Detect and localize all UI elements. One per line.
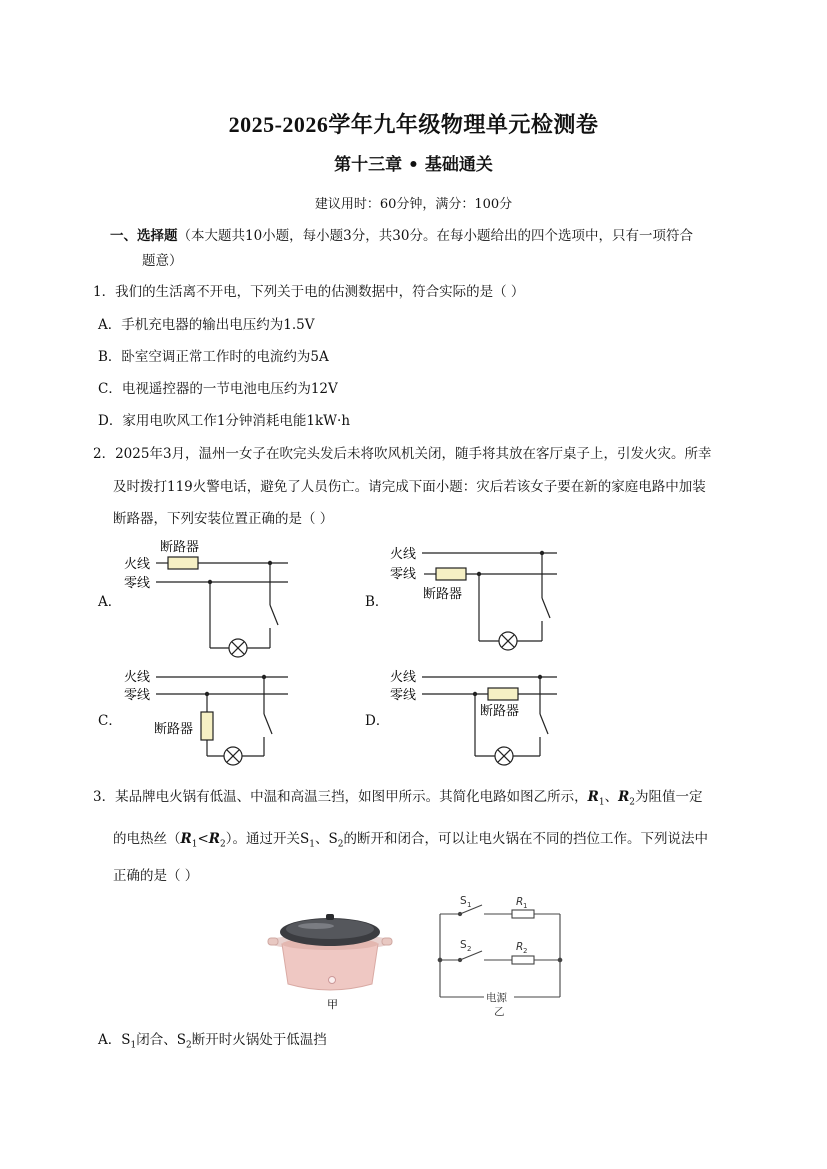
q3-label-power: 电源 <box>486 992 507 1004</box>
circuit-a-live-label: 火线 <box>124 557 151 572</box>
q3-label-yi: 乙 <box>494 1006 505 1018</box>
q3-stem-2c: 、S <box>314 831 338 847</box>
q3-stem-1 <box>93 787 703 813</box>
q3-sep: 、 <box>604 789 619 805</box>
page-subtitle: 第十三章 • 基础通关 <box>334 155 493 175</box>
circuit-b-breaker <box>436 568 466 580</box>
q3-r1: R <box>587 789 599 805</box>
circuit-a <box>124 539 288 657</box>
circuit-c-breaker-label: 断路器 <box>154 722 194 737</box>
q3-stem-2d: 的断开和闭合，可以让电火锅在不同的挡位工作。下列说法中 <box>343 831 708 847</box>
q3-option-a-sub2: 2 <box>185 1040 192 1051</box>
q3-label-r1-sub: 1 <box>523 902 528 910</box>
circuit-a-breaker-label: 断路器 <box>160 540 200 555</box>
circuit-c-switch <box>264 714 272 734</box>
q3-r1-sub-b: 1 <box>191 839 198 850</box>
q3-label-r2-sub: 2 <box>523 947 528 955</box>
q3-label-s2-sub: 2 <box>467 945 472 953</box>
circuit-b-live-label: 火线 <box>390 547 417 562</box>
q3-r2: R <box>618 789 630 805</box>
q2-stem-1: 2．2025年3月，温州一女子在吹完头发后未将吹风机关闭，随手将其放在客厅桌子上，引发火灾。所幸 <box>93 446 712 462</box>
q3-stem-2b: ）。通过开关S <box>225 831 310 847</box>
q3-r2-sub: 2 <box>629 797 636 808</box>
circuit-d-live-label: 火线 <box>390 670 417 685</box>
circuit-c-live-label: 火线 <box>124 670 151 685</box>
circuit-b <box>390 546 557 650</box>
hot-pot-caption: 甲 <box>327 998 338 1011</box>
circuit-d-switch <box>540 714 548 734</box>
circuit-b-breaker-label: 断路器 <box>423 587 463 602</box>
q3-label-r1: R <box>516 896 524 908</box>
q2-option-d-letter: D． <box>365 713 390 729</box>
q3-label-r2: R <box>516 941 524 953</box>
q3-stem-2a: 的电热丝（ <box>113 831 181 847</box>
circuit-c-neutral-label: 零线 <box>124 688 151 703</box>
time-info: 建议用时：60分钟，满分：100分 <box>314 197 513 212</box>
q3-lt: < <box>197 831 209 847</box>
circuit-d-lamp <box>495 747 513 765</box>
circuit-d <box>390 669 557 765</box>
circuit-b-neutral-label: 零线 <box>390 567 417 582</box>
q3-label-s2: S <box>460 939 467 951</box>
q1-option-b: B．卧室空调正常工作时的电流约为5A <box>98 349 329 365</box>
q2-option-b-letter: B． <box>365 594 389 610</box>
q3-label-s1: S <box>460 895 467 907</box>
circuit-b-switch <box>542 598 550 618</box>
q2-stem-2: 及时拨打119火警电话，避免了人员伤亡。请完成下面小题：灾后若该女子要在新的家庭电路中加装 <box>113 479 706 495</box>
q3-r1-b: R <box>180 831 192 847</box>
q2-option-a-letter: A． <box>98 594 122 610</box>
q3-label-s1-sub: 1 <box>467 901 472 909</box>
q3-stem-2 <box>113 829 708 855</box>
q1-option-c: C．电视遥控器的一节电池电压约为12V <box>98 381 338 397</box>
circuit-a-switch <box>270 605 278 625</box>
circuit-b-lamp <box>499 632 517 650</box>
q2-stem-3: 断路器，下列安装位置正确的是（ ） <box>113 511 334 527</box>
q3-s1-sub: 1 <box>309 839 315 850</box>
q3-option-a-3: 断开时火锅处于低温挡 <box>191 1032 327 1048</box>
q3-stem-1b: 为阻值一定 <box>635 789 703 805</box>
circuit-c-lamp <box>224 747 242 765</box>
q3-r1-sub: 1 <box>598 797 605 808</box>
page-title: 2025-2026学年九年级物理单元检测卷 <box>228 112 599 137</box>
circuit-a-lamp <box>229 639 247 657</box>
circuit-c-breaker <box>201 712 213 740</box>
circuit-a-neutral-label: 零线 <box>124 576 151 591</box>
q3-stem-3: 正确的是（ ） <box>113 868 199 884</box>
section-title: 一、选择题 <box>110 228 178 244</box>
circuit-a-breaker <box>168 557 198 569</box>
section-desc-1: （本大题共10小题，每小题3分，共30分。在每小题给出的四个选项中，只有一项符合 <box>177 228 693 244</box>
q3-option-a-1: A．S <box>98 1032 131 1048</box>
q3-figures <box>0 880 827 1020</box>
q3-resistor-r1 <box>512 910 534 918</box>
q1-stem: 1．我们的生活离不开电，下列关于电的估测数据中，符合实际的是（ ） <box>93 284 525 300</box>
q3-r2-sub-b: 2 <box>220 839 226 850</box>
q3-option-a-sub1: 1 <box>130 1040 137 1051</box>
q3-circuit <box>438 905 562 997</box>
q1-option-a: A．手机充电器的输出电压约为1.5V <box>98 317 315 333</box>
q3-option-a-2: 闭合、S <box>136 1032 186 1048</box>
q2-option-c-letter: C． <box>98 713 122 729</box>
q3-r2-b: R <box>208 831 221 847</box>
q3-resistor-r2 <box>512 956 534 964</box>
section-desc-2: 题意） <box>142 253 183 269</box>
q1-option-d: D．家用电吹风工作1分钟消耗电能1kW·h <box>98 413 351 429</box>
circuit-d-breaker <box>488 688 518 700</box>
hot-pot-image <box>268 914 392 1011</box>
circuit-c <box>124 669 288 765</box>
q3-stem-1a: 3．某品牌电火锅有低温、中温和高温三挡，如图甲所示。其简化电路如图乙所示， <box>93 789 588 805</box>
q3-option-a <box>98 1030 327 1056</box>
circuit-d-neutral-label: 零线 <box>390 688 417 703</box>
circuit-d-breaker-label: 断路器 <box>480 704 520 719</box>
q3-s2-sub: 2 <box>337 839 344 850</box>
